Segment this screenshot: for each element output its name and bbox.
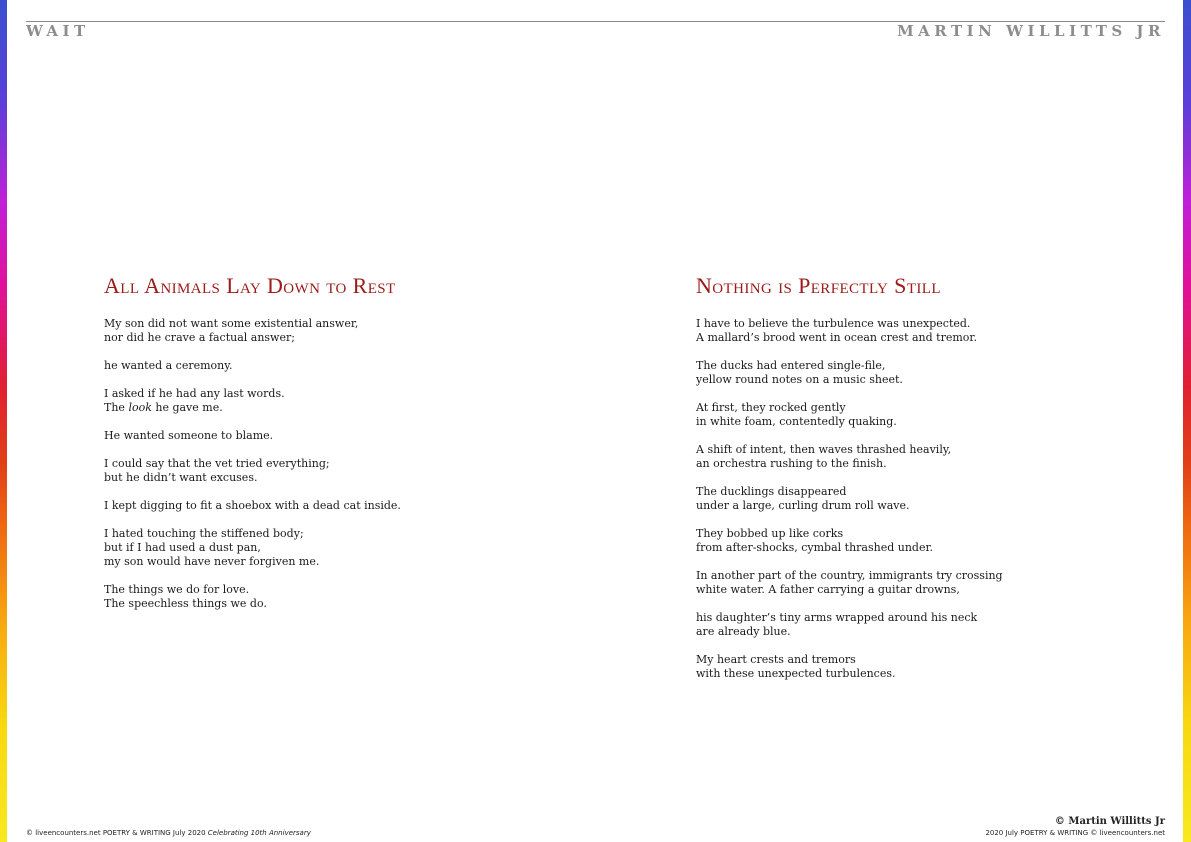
poem-line: A shift of intent, then waves thrashed heavily,: [696, 443, 952, 456]
stanza: [104, 317, 584, 345]
footer-author-copyright: © Martin Willitts Jr: [1054, 816, 1165, 827]
poem-line: but if I had used a dust pan,: [104, 541, 261, 554]
running-head-title: WAIT: [26, 22, 90, 40]
stanza: [696, 359, 1156, 387]
poem-line: but he didn’t want excuses.: [104, 471, 258, 484]
poem-left: [104, 272, 584, 625]
right-color-strip: [1183, 0, 1191, 842]
stanza: [696, 569, 1156, 597]
poem-line: my son would have never forgiven me.: [104, 555, 320, 568]
poem-line: In another part of the country, immigrants try crossing: [696, 569, 1003, 582]
poem-line: My heart crests and tremors: [696, 653, 856, 666]
stanza: [696, 443, 1156, 471]
stanza: [696, 401, 1156, 429]
stanza: [104, 527, 584, 569]
poem-line: [104, 401, 584, 415]
poem-line: in white foam, contentedly quaking.: [696, 415, 897, 428]
footer-credit: 2020 July POETRY & WRITING © liveencounters.net: [985, 829, 1165, 837]
poem-line: I hated touching the stiffened body;: [104, 527, 304, 540]
poem-line: The ducks had entered single-file,: [696, 359, 886, 372]
stanza: [696, 611, 1156, 639]
poem-line: nor did he crave a factual answer;: [104, 331, 295, 344]
poem-line: are already blue.: [696, 625, 791, 638]
poem-line: The things we do for love.: [104, 583, 250, 596]
poem-line: from after-shocks, cymbal thrashed under.: [696, 541, 934, 554]
stanza: [104, 359, 584, 373]
stanza: [696, 317, 1156, 345]
stanza: [696, 527, 1156, 555]
stanza: [104, 583, 584, 611]
poem-line: white water. A father carrying a guitar drowns,: [696, 583, 960, 596]
footer-left-italic: Celebrating 10th Anniversary: [207, 829, 311, 837]
poem-title: All Animals Lay Down to Rest: [104, 273, 396, 298]
poem-line: At first, they rocked gently: [696, 401, 846, 414]
line-text: he gave me.: [151, 401, 223, 414]
running-head-author: MARTIN WILLITTS JR: [897, 22, 1165, 40]
stanza: [696, 653, 1156, 681]
left-color-strip: [0, 0, 7, 842]
stanza: [696, 485, 1156, 513]
poem-line: My son did not want some existential answer,: [104, 317, 359, 330]
poem-line: I could say that the vet tried everything;: [104, 457, 330, 470]
poem-line: The ducklings disappeared: [696, 485, 847, 498]
poem-body: [696, 317, 1156, 681]
footer-left: [26, 829, 311, 838]
poem-line: with these unexpected turbulences.: [696, 667, 896, 680]
poem-line: I asked if he had any last words.: [104, 387, 285, 400]
poem-body: [104, 317, 584, 611]
poem-line: under a large, curling drum roll wave.: [696, 499, 910, 512]
poem-line: his daughter’s tiny arms wrapped around his neck: [696, 611, 978, 624]
poem-line: The speechless things we do.: [104, 597, 267, 610]
emphasis: look: [128, 401, 152, 414]
poem-line: They bobbed up like corks: [696, 527, 844, 540]
poem-line: an orchestra rushing to the finish.: [696, 457, 887, 470]
poem-line: He wanted someone to blame.: [104, 429, 274, 442]
stanza: [104, 429, 584, 443]
line-text: The: [104, 401, 129, 414]
stanza: [104, 457, 584, 485]
stanza: [104, 499, 584, 513]
footer-left-text: © liveencounters.net POETRY & WRITING July 2020: [26, 829, 208, 837]
poem-right: [696, 272, 1156, 695]
poem-line: A mallard’s brood went in ocean crest and tremor.: [696, 331, 977, 344]
poem-line: he wanted a ceremony.: [104, 359, 233, 372]
poem-line: I have to believe the turbulence was unexpected.: [696, 317, 971, 330]
poem-line: I kept digging to fit a shoebox with a dead cat inside.: [104, 499, 401, 512]
poem-title: Nothing is Perfectly Still: [696, 273, 941, 298]
poem-line: yellow round notes on a music sheet.: [696, 373, 903, 386]
footer-right: [985, 815, 1165, 838]
stanza: [104, 387, 584, 415]
